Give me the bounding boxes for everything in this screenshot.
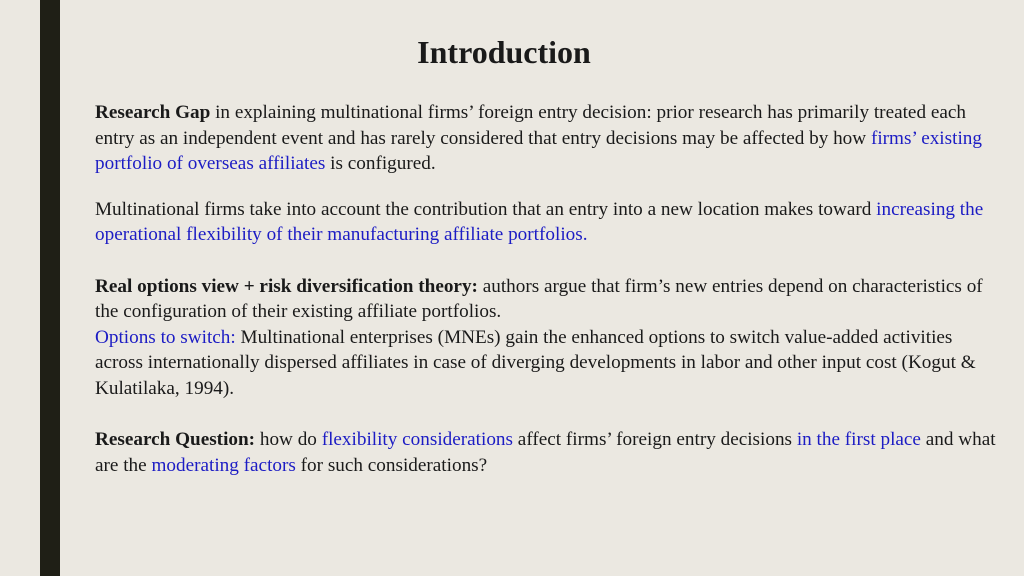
flexibility-paragraph [95, 197, 1000, 248]
research-gap-paragraph [95, 100, 1000, 177]
research-question-highlight-2: in the first place [796, 429, 921, 450]
research-question-text-1: how do [255, 429, 322, 450]
research-question-paragraph [95, 427, 1000, 478]
options-to-switch-text: Multinational enterprises (MNEs) gain the enhanced options to switch value-added activities across internationally dispersed affiliates in case of diverging developments in labor and other input cost (Kogut & Kulatilaka, 1994). [95, 326, 976, 399]
options-to-switch-label: Options to switch: [95, 326, 241, 348]
research-question-text-4: for such considerations? [295, 454, 488, 476]
research-question-text-3: and what are the [95, 429, 996, 476]
research-question-highlight-1: flexibility considerations [321, 429, 513, 450]
slide-body [95, 100, 1000, 478]
research-question-text-2: affect firms’ foreign entry decisions [513, 429, 797, 450]
research-question-label: Research Question: [95, 429, 256, 450]
flexibility-highlight: increasing the operational flexibility of their manufacturing affiliate portfolios. [95, 198, 984, 245]
research-gap-highlight: firms’ existing portfolio of overseas affiliates [95, 127, 982, 174]
slide-title: Introduction [417, 34, 591, 70]
left-accent-bar [40, 0, 60, 576]
research-question-highlight-3: moderating factors [151, 454, 296, 476]
research-gap-text: in explaining multinational firms’ foreign entry decision: prior research has primarily treated each entry as an independent event and has rarely considered that entry decisions may be affected by how [95, 102, 966, 149]
theory-label: Real options view + risk diversification theory: [95, 275, 478, 297]
research-gap-label: Research Gap [95, 102, 211, 123]
theory-text: authors argue that firm’s new entries depend on characteristics of the configuration of their existing affiliate portfolios. [95, 275, 983, 322]
research-gap-text-end: is configured. [325, 153, 436, 174]
theory-paragraph [95, 274, 1000, 402]
flexibility-text: Multinational firms take into account the contribution that an entry into a new location makes toward [95, 198, 877, 220]
